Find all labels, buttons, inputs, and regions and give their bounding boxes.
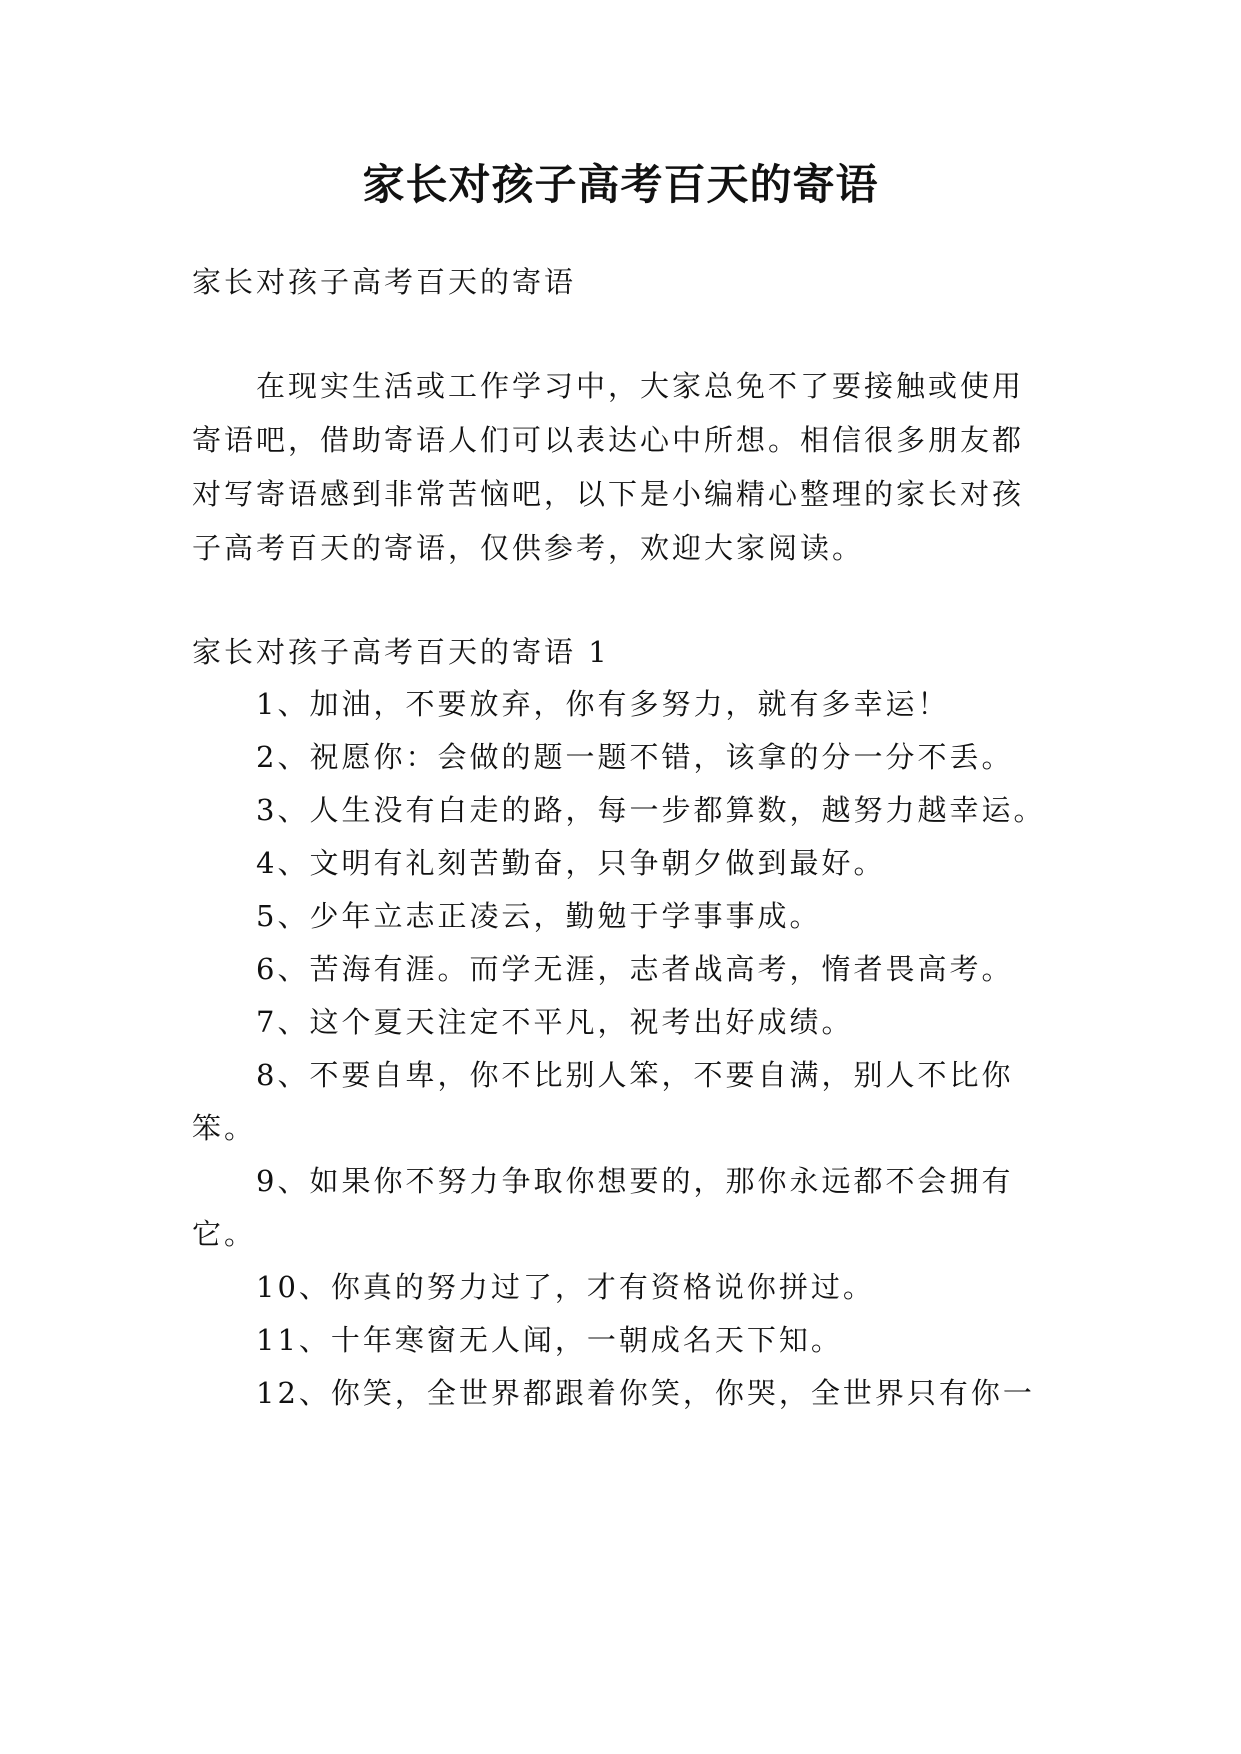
list-item: 8、不要自卑，你不比别人笨，不要自满，别人不比你 <box>256 1058 1014 1092</box>
list-item: 3、人生没有白走的路，每一步都算数，越努力越幸运。 <box>256 793 1046 827</box>
list-item: 6、苦海有涯。而学无涯，志者战高考，惰者畏高考。 <box>256 952 1014 986</box>
list-item: 5、少年立志正凌云，勤勉于学事事成。 <box>256 899 822 933</box>
list-item: 2、祝愿你：会做的题一题不错，该拿的分一分不丢。 <box>256 740 1014 774</box>
list-item: 9、如果你不努力争取你想要的，那你永远都不会拥有 <box>256 1164 1014 1198</box>
intro-line: 在现实生活或工作学习中，大家总免不了要接触或使用 <box>256 369 1025 403</box>
list-item: 4、文明有礼刻苦勤奋，只争朝夕做到最好。 <box>256 846 886 880</box>
intro-line: 寄语吧，借助寄语人们可以表达心中所想。相信很多朋友都 <box>192 423 1025 457</box>
list-item: 1、加油，不要放弃，你有多努力，就有多幸运！ <box>256 687 950 721</box>
document-title: 家长对孩子高考百天的寄语 <box>362 160 879 209</box>
document-subtitle: 家长对孩子高考百天的寄语 <box>192 265 577 299</box>
list-item: 7、这个夏天注定不平凡，祝考出好成绩。 <box>256 1005 854 1039</box>
list-item: 11、十年寒窗无人闻，一朝成名天下知。 <box>256 1323 843 1357</box>
section-heading: 家长对孩子高考百天的寄语 1 <box>192 635 610 669</box>
intro-line: 子高考百天的寄语，仅供参考，欢迎大家阅读。 <box>192 531 865 565</box>
list-item: 12、你笑，全世界都跟着你笑，你哭，全世界只有你一 <box>256 1376 1035 1410</box>
list-item-continuation: 笨。 <box>192 1111 257 1145</box>
list-item-continuation: 它。 <box>192 1217 257 1251</box>
list-item: 10、你真的努力过了，才有资格说你拼过。 <box>256 1270 875 1304</box>
intro-line: 对写寄语感到非常苦恼吧，以下是小编精心整理的家长对孩 <box>192 477 1025 511</box>
